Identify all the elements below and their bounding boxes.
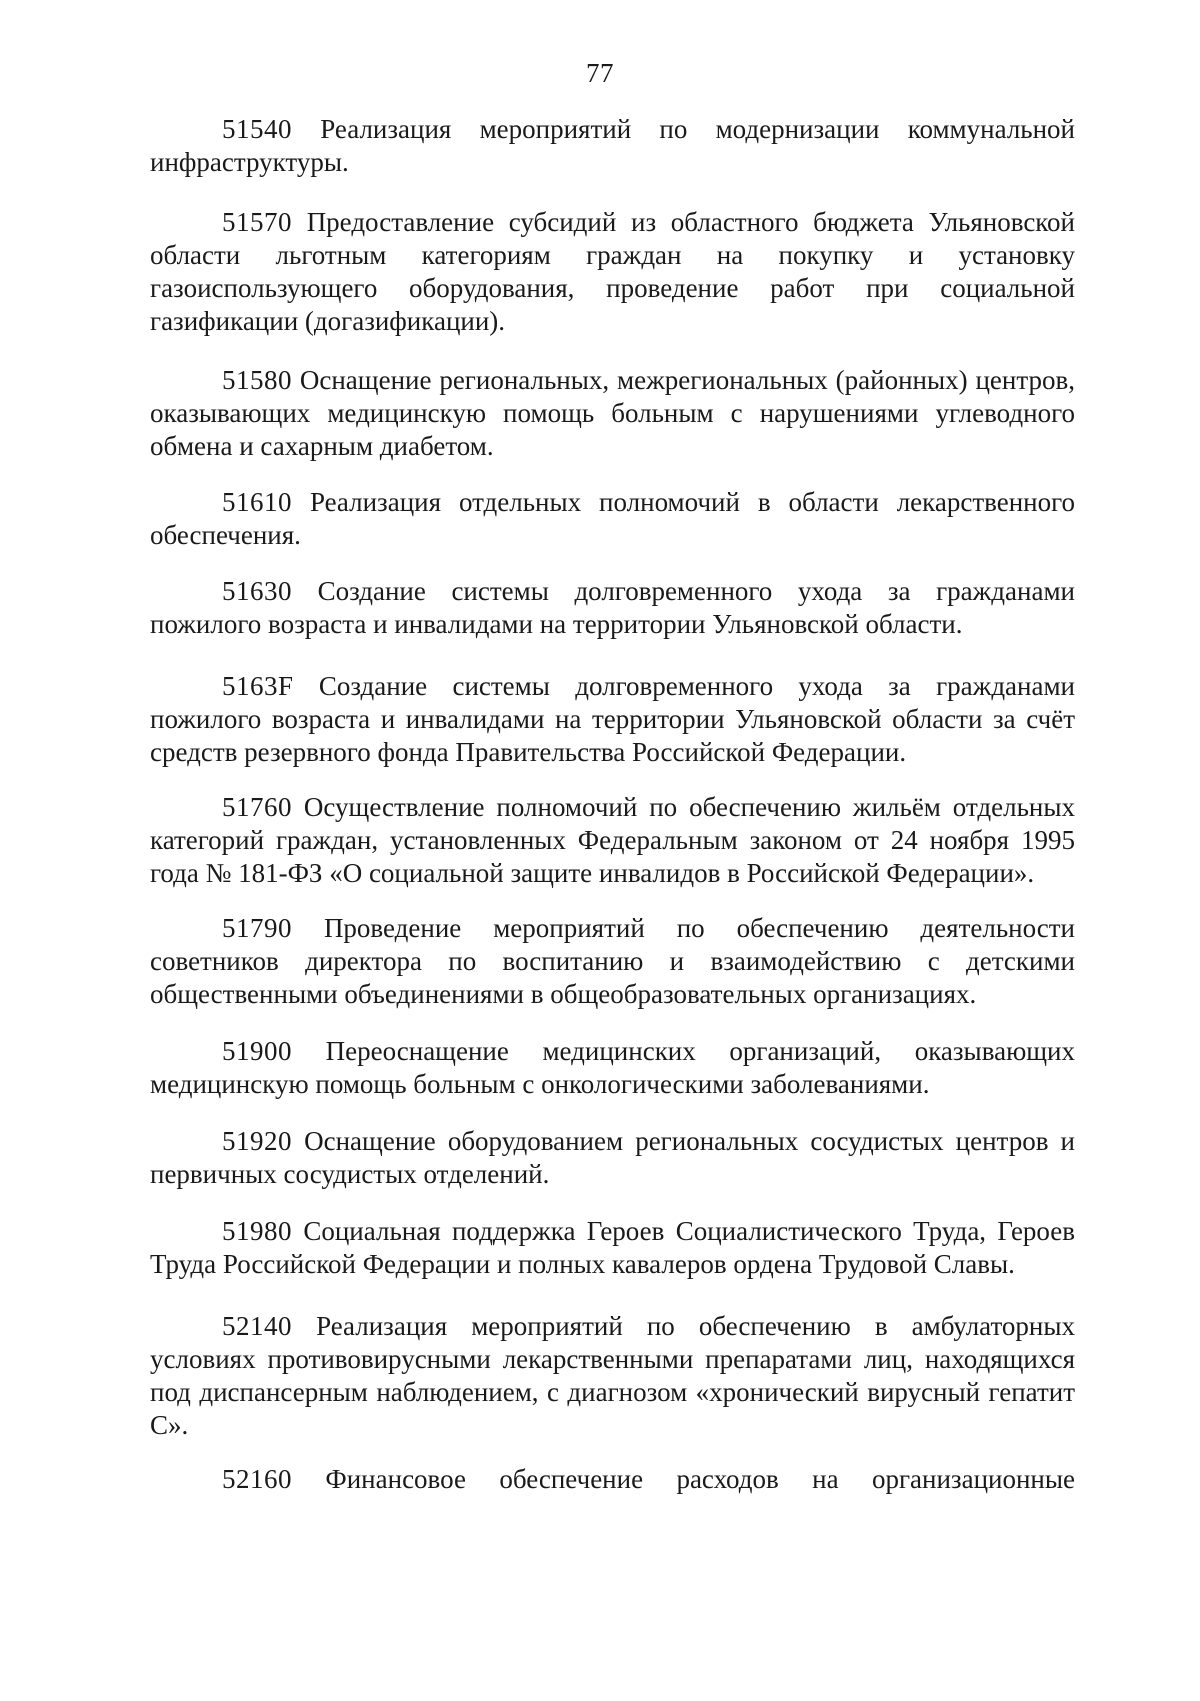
entry-code: 51580 [222,365,292,395]
entry-code: 51920 [222,1126,292,1156]
entry-text: Реализация отдельных полномочий в области лекарственного обеспечения. [150,487,1076,550]
entry-code: 5163F [222,671,294,701]
entry-code: 51610 [222,487,292,517]
entry-51760 [150,791,1075,890]
page-number: 77 [586,58,614,88]
entry-code: 51570 [222,207,292,237]
entry-51580 [150,364,1075,463]
entry-text: Переоснащение медицинских организаций, оказывающих медицинскую помощь больным с онкологическими заболеваниями. [150,1036,1075,1099]
entry-51540 [150,113,1075,179]
entry-51630 [150,575,1075,641]
entry-code: 51540 [222,114,292,144]
entry-code: 51790 [222,913,292,943]
entry-51610 [150,486,1075,552]
entry-text: Социальная поддержка Героев Социалистического Труда, Героев Труда Российской Федерации и полных кавалеров ордена Трудовой Славы. [150,1216,1075,1279]
entry-52160 [150,1463,1075,1496]
entry-code: 51630 [222,576,292,606]
entry-5163F [150,670,1075,769]
entry-code: 51760 [222,792,292,822]
entry-code: 52140 [222,1311,292,1341]
entry-51920 [150,1125,1075,1191]
entry-text: Финансовое обеспечение расходов на организационные [325,1464,1075,1494]
entry-text: Создание системы долговременного ухода за гражданами пожилого возраста и инвалидами на территории Ульяновской области за счёт средств резервного фонда Правительства Российской Федерации. [150,671,1076,767]
entry-51570 [150,206,1075,338]
entry-text: Реализация мероприятий по модернизации коммунальной инфраструктуры. [150,114,1076,177]
entry-text: Осуществление полномочий по обеспечению жильём отдельных категорий граждан, установленных Федеральным законом от 24 ноября 1995 года № 181-ФЗ «О социальной защите инвалидов в Российской Федерации». [150,792,1075,888]
entry-code: 51980 [222,1216,292,1246]
entry-51980 [150,1215,1075,1281]
entry-text: Оснащение региональных, межрегиональных (районных) центров, оказывающих медицинскую помощь больным с нарушениями углеводного обмена и сахарным диабетом. [150,365,1075,461]
entry-51900 [150,1035,1075,1101]
entry-code: 51900 [222,1036,292,1066]
entry-text: Реализация мероприятий по обеспечению в амбулаторных условиях противовирусными лекарственными препаратами лиц, находящихся под диспансерным наблюдением, с диагнозом «хронический вирусный гепатит С». [150,1311,1076,1440]
entry-text: Проведение мероприятий по обеспечению деятельности советников директора по воспитанию и взаимодействию с детскими общественными объединениями в общеобразовательных организациях. [150,913,1075,1009]
entry-text: Оснащение оборудованием региональных сосудистых центров и первичных сосудистых отделений. [150,1126,1076,1189]
entry-52140 [150,1310,1075,1442]
entry-text: Создание системы долговременного ухода за гражданами пожилого возраста и инвалидами на территории Ульяновской области. [150,576,1075,639]
entry-51790 [150,912,1075,1011]
entry-code: 52160 [222,1464,292,1494]
entry-text: Предоставление субсидий из областного бюджета Ульяновской области льготным категориям граждан на покупку и установку газоиспользующего оборудования, проведение работ при социальной газификации (догазификации). [150,207,1075,336]
